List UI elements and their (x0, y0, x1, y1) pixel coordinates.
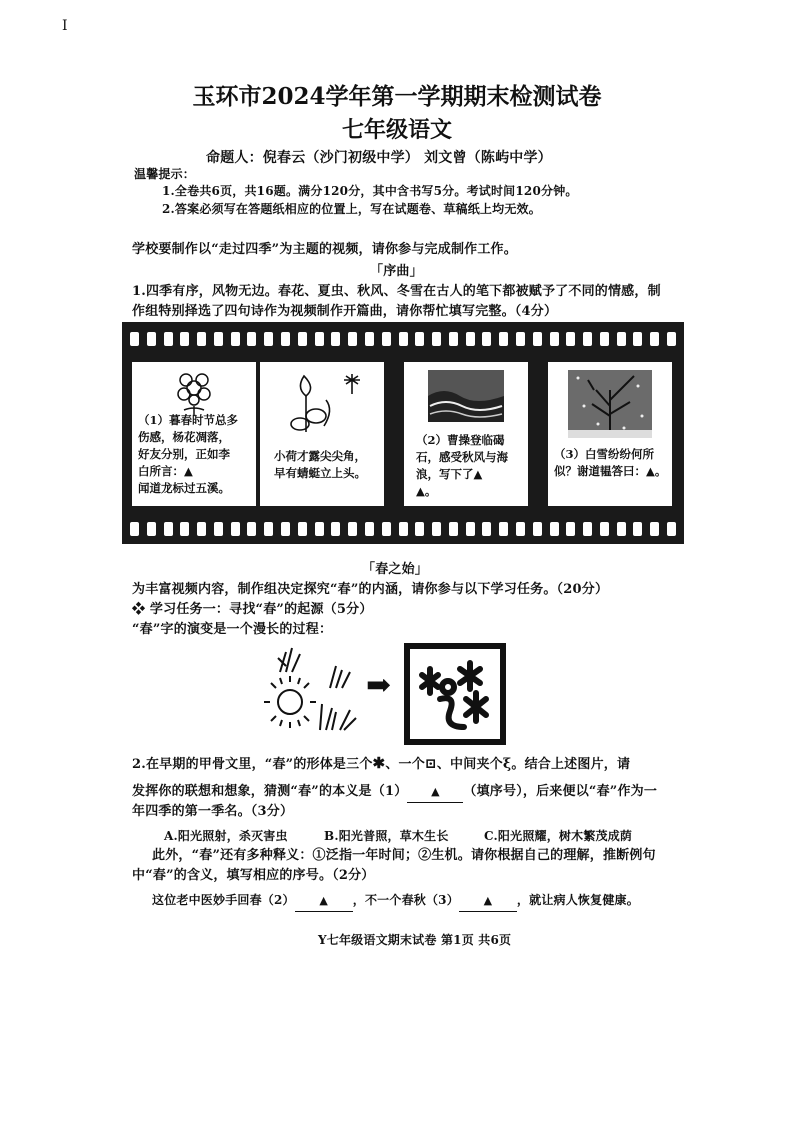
film-frame-3 (404, 362, 528, 506)
notice-item: 1.全卷共6页，共16题。满分120分，其中含书写5分。考试时间120分钟。 (162, 184, 578, 198)
sprout-glyph-icon: ξ (502, 756, 512, 772)
film-frame-2 (260, 362, 384, 506)
q2-text: ，不一个春秋（3） (352, 893, 459, 907)
question-2-line-2 (132, 782, 657, 803)
answer-blank-3[interactable]: ▲ (459, 890, 517, 912)
option-b: B.阳光普照，草木生长 (324, 829, 449, 843)
lotus-dragonfly-icon (260, 366, 384, 444)
frame-3-text: （2）曹操登临碣 石，感受秋风与海 浪，写下了▲ ▲。 (416, 433, 508, 498)
answer-blank-1[interactable]: ▲ (407, 782, 463, 803)
option-a: A.阳光照射，杀灭害虫 (164, 829, 288, 843)
q2-text: 发挥你的联想和想象，猜测“春”的本义是（1） (132, 784, 408, 799)
question-2-line-6: 中“春”的含义，填写相应的序号。（2分） (132, 868, 375, 883)
section-heading-prelude: 「序曲」 (370, 264, 423, 279)
q2-text: ，就让病人恢复健康。 (516, 893, 639, 907)
q2-text: 这位老中医妙手回春（2） (152, 893, 295, 907)
oracle-glyph-icon (410, 649, 500, 739)
film-frame-1 (132, 362, 256, 506)
question-2-line-3: 年四季的第一季名。（3分） (132, 804, 294, 819)
q2-text: 、中间夹个 (436, 757, 503, 772)
film-perforations-top (130, 332, 676, 346)
q2-text: （填序号），后来便以“春”作为一 (463, 784, 658, 799)
arrow-right-icon: ➡ (366, 668, 392, 703)
snow-tree-icon (548, 366, 672, 442)
exam-subtitle: 七年级语文 (341, 117, 452, 143)
sun-grass-drawing (256, 638, 366, 738)
tree-glyph-icon: ✱ (372, 754, 386, 772)
intro-text: 学校要制作以“走过四季”为主题的视频，请你参与完成制作工作。 (132, 242, 517, 257)
question-1-text: 作组特别择选了四句诗作为视频制作开篇曲，请你帮忙填写完整。（4分） (132, 304, 558, 319)
sun-glyph-icon: ⊡ (424, 756, 437, 772)
answer-blank-2[interactable]: ▲ (295, 890, 353, 912)
corner-mark: I (62, 18, 68, 34)
question-2-line-5: 此外，“春”还有多种释义：①泛指一年时间；②生机。请你根据自己的理解，推断例句 (152, 848, 656, 863)
frame-2-text: 小荷才露尖尖角， 早有蜻蜓立上头。 (274, 449, 366, 480)
film-frame-4 (548, 362, 672, 506)
section-heading-spring: 「春之始」 (362, 562, 429, 577)
q2-text: 。结合上述图片，请 (511, 757, 631, 772)
film-strip (122, 322, 684, 544)
question-1-text: 1.四季有序，风物无边。春花、夏虫、秋风、冬雪在古人的笔下都被赋予了不同的情感，制 (132, 284, 661, 299)
film-perforations-bottom (130, 522, 676, 536)
section-2-intro: 为丰富视频内容，制作组决定探究“春”的内涵，请你参与以下学习任务。（20分） (132, 582, 609, 597)
q2-text: 2.在早期的甲骨文里，“春”的形体是三个 (132, 757, 373, 772)
evolution-text: “春”字的演变是一个漫长的过程： (132, 622, 333, 637)
option-c: C.阳光照耀，树木繁茂成荫 (484, 829, 633, 843)
sea-waves-icon (404, 366, 528, 428)
notice-item: 2.答案必须写在答题纸相应的位置上，写在试题卷、草稿纸上均无效。 (162, 202, 541, 216)
page-footer: Y七年级语文期末试卷 第1页 共6页 (318, 933, 512, 947)
q2-text: 、一个 (385, 757, 425, 772)
frame-4-text: （3）白雪纷纷何所 似？谢道韫答曰：▲。 (554, 447, 667, 478)
oracle-bone-chun-character (404, 643, 506, 745)
frame-1-text: （1）暮春时节总多 伤感，杨花凋落， 好友分别，正如李 白所言：▲ 闻道龙标过五溪。 (138, 413, 239, 495)
question-2-line-1 (132, 753, 630, 775)
question-2-line-7 (152, 890, 639, 912)
notice-heading: 温馨提示： (134, 167, 196, 181)
learning-task-1: ❖ 学习任务一：寻找“春”的起源（5分） (132, 602, 373, 617)
exam-title: 玉环市2024学年第一学期期末检测试卷 (192, 83, 602, 110)
authors-line: 命题人：倪春云（沙门初级中学） 刘文曾（陈屿中学） (206, 150, 552, 166)
